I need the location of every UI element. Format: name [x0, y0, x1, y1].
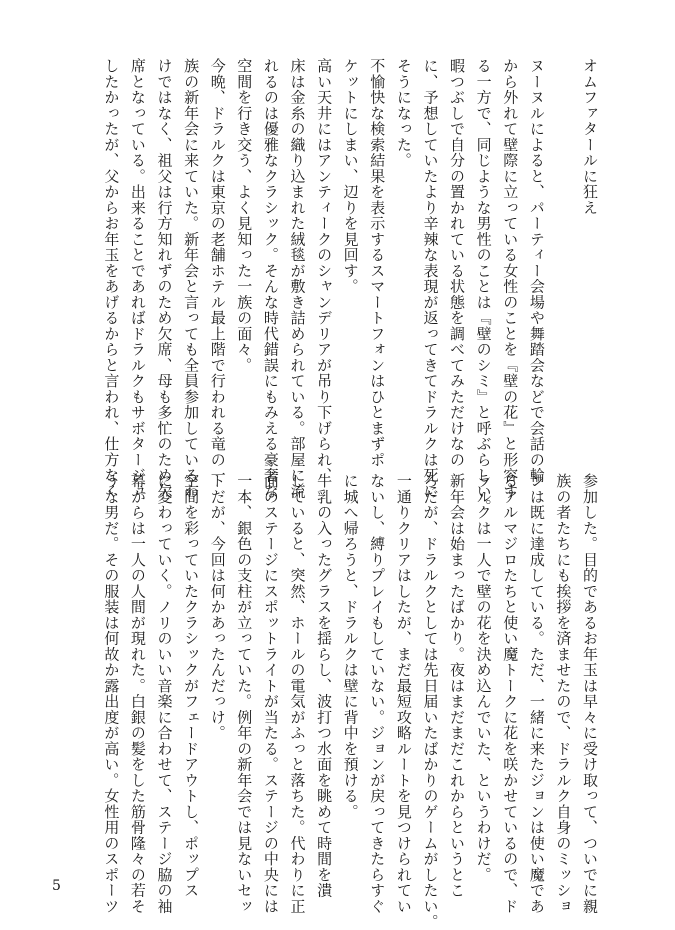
text-line: 幕からは一人の人間が現れた。白銀の髪をした筋骨隆々の若そ — [128, 473, 147, 914]
text-line: 面のステージにスポットライトが当たる。ステージの中央には — [261, 473, 280, 914]
text-line: していると、突然、ホールの電気がふっと落ちた。代わりに正 — [288, 473, 307, 914]
text-line: 不愉快な検索結果を表示するスマートフォンはひとまずポ — [368, 58, 387, 468]
text-line: に城へ帰ろうと、ドラルクは壁に背中を預ける。 — [341, 473, 360, 820]
text-line: 空間を行き交う、よく見知った一族の面々。 — [235, 58, 254, 373]
text-line: 高い天井にはアンティークのシャンデリアが吊り下げられ、 — [315, 58, 334, 484]
text-line: 空間を彩っていたクラシックがフェードアウトし、ポップス — [182, 473, 201, 899]
text-line: るアルマジロたちと使い魔トークに花を咲かせているので、ド — [501, 473, 520, 914]
text-line: ヌーヌルによると、パーティー会場や舞踏会などで会話の輪 — [527, 58, 546, 484]
chapter-title: オムファタールに狂え — [581, 58, 599, 216]
text-line: 新年会は始まったばかり。夜はまだまだこれからというとこ — [448, 473, 467, 899]
text-line: 参加した。目的であるお年玉は早々に受け取って、ついでに親 — [581, 473, 599, 914]
text-line: うな男だ。その服装は何故か露出度が高い。女性用のスポーツ — [102, 473, 121, 914]
text-line: に変わっていく。ノリのいい音楽に合わせて、ステージ脇の袖 — [155, 473, 174, 914]
text-line: 牛乳の入ったグラスを揺らし、波打つ水面を眺めて時間を潰 — [315, 473, 334, 899]
text-line: ラルクは一人で壁の花を決め込んでいた、というわけだ。 — [474, 473, 493, 883]
text-line: ろだが、ドラルクとしては先日届いたばかりのゲームがしたい。 — [421, 473, 440, 930]
text-line: したかったが、父からお年玉をあげるからと言われ、仕方なく — [102, 58, 121, 499]
text-line: ンは既に達成している。ただ、一緒に来たジョンは使い魔であ — [527, 473, 546, 914]
text-line: 床は金糸の織り込まれた絨毯が敷き詰められている。部屋に流 — [288, 58, 307, 499]
text-line: けではなく、祖父は行方知れずのため欠席、母も多忙のため欠 — [155, 58, 174, 499]
text-line: 族の新年会に来ていた。新年会と言っても全員参加しているわ — [182, 58, 201, 499]
text-line: 一本、銀色の支柱が立っていた。例年の新年会では見ないセッ — [235, 473, 254, 914]
text-line: そうになった。 — [394, 58, 413, 169]
text-line: ないし、縛りプレイもしていない。ジョンが戻ってきたらすぐ — [368, 473, 387, 914]
text-line: れるのは優雅なクラシック。そんな時代錯誤にもみえる豪奢な — [261, 58, 280, 499]
text-line: 暇つぶしで自分の置かれている状態を調べてみただけなの — [448, 58, 467, 468]
text-line: 席となっている。出来ることであればドラルクもサボタージュ — [128, 58, 147, 499]
text-line: る一方で、同じような男性のことは『壁のシミ』と呼ぶらしい。 — [474, 58, 493, 515]
text-line: トだが、今回は何かあったんだっけ。 — [208, 473, 227, 741]
text-line: に、予想していたより辛辣な表現が返ってきてドラルクは死に — [421, 58, 440, 499]
text-line: から外れて壁際に立っている女性のことを『壁の花』と形容す — [501, 58, 520, 499]
text-line: 族の者たちにも挨拶を済ませたので、ドラルク自身のミッショ — [554, 473, 573, 914]
text-line: 一通りクリアはしたが、まだ最短攻略ルートを見つけられてい — [394, 473, 413, 914]
text-line: 今晩、ドラルクは東京の老舗ホテル最上階で行われる竜の一 — [208, 58, 227, 484]
text-column-top — [0, 58, 603, 515]
text-column-bottom — [0, 473, 603, 930]
page-number: 5 — [52, 878, 61, 894]
text-line: ケットにしまい、辺りを見回す。 — [341, 58, 360, 295]
